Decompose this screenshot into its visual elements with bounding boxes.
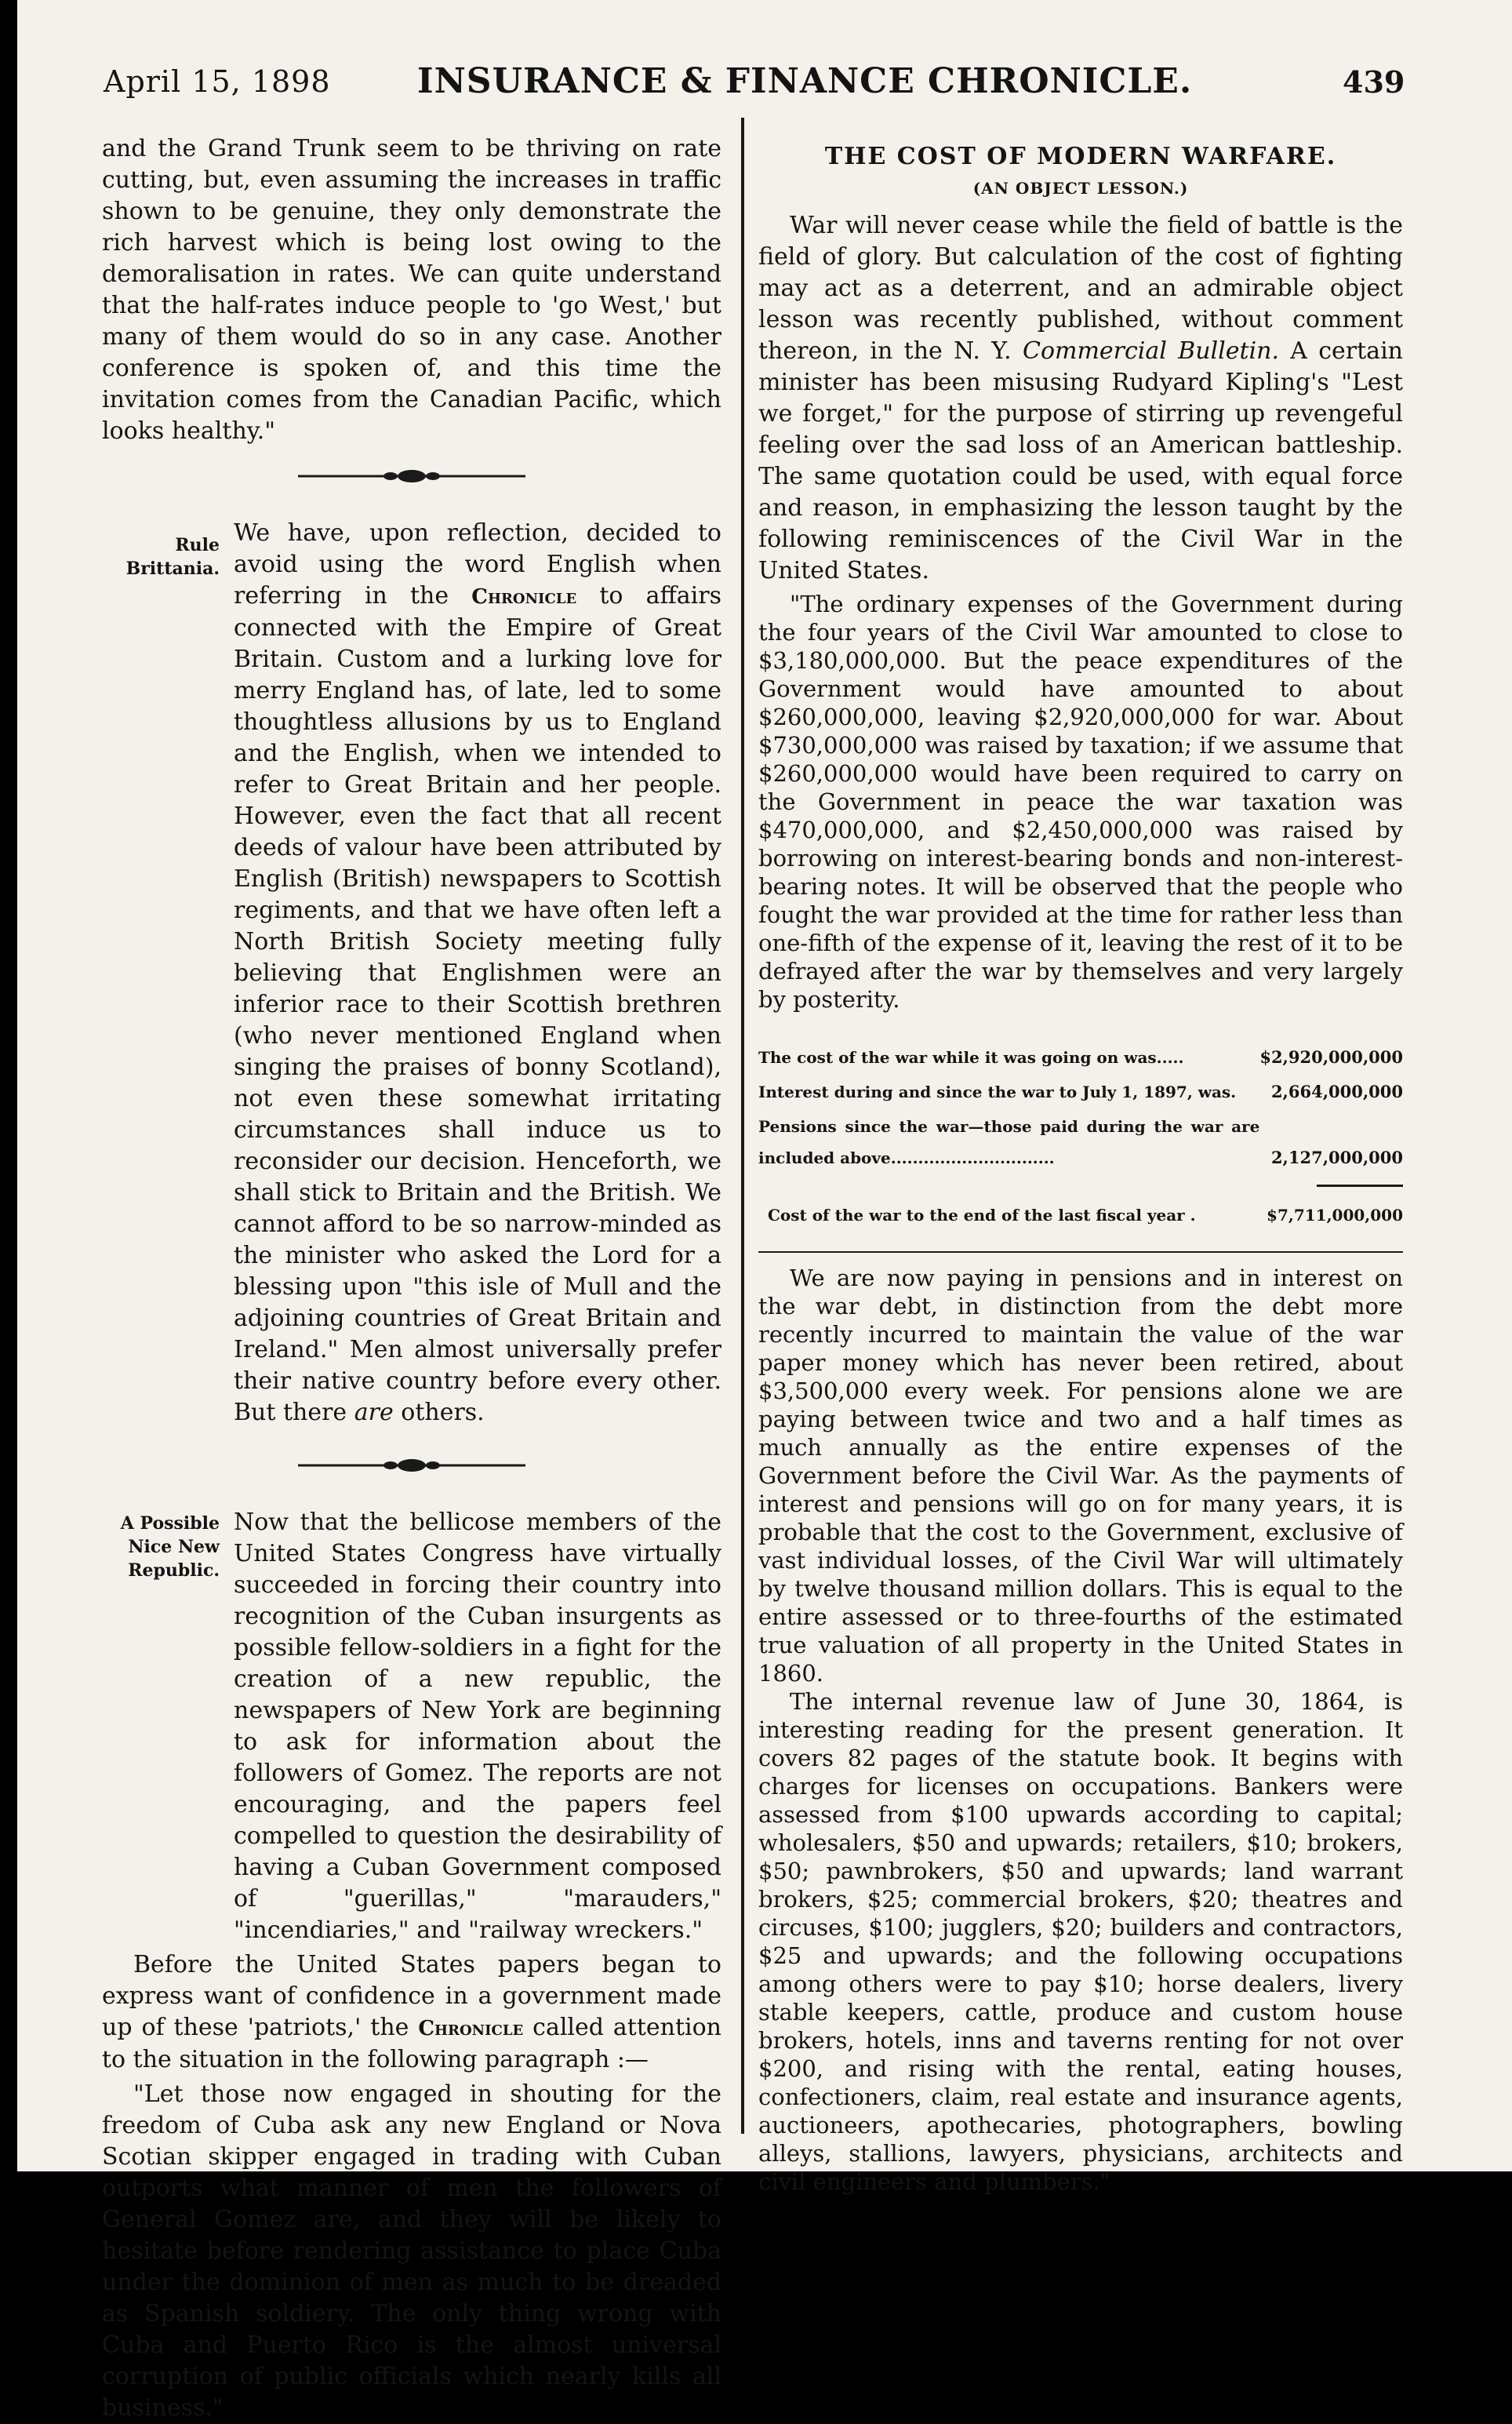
total-label: Cost of the war to the end of the last fiscal year . [768, 1206, 1196, 1225]
ornament-rule-icon [298, 1456, 525, 1475]
right-column [758, 133, 1403, 2196]
chronicle-name: Chronicle [418, 2017, 524, 2040]
intro-paragraph: and the Grand Trunk seem to be thriving on rate cutting, but, even assuming the increases in traffic shown to be genuine, they only demonstrate the rich harvest which is being lost owing to the demoralisation in rates. We can quite understand that the half-rates induce people to 'go West,' but many of them would do so in any case. Another conference is spoken of, and this time the invitation comes from the Canadian Pacific, which looks healthy." [102, 135, 721, 445]
left-column [102, 133, 721, 2424]
para1-after: A certain minister has been misusing Rudyard Kipling's "Lest we forget," for the purpose of stirring up revengeful feeling over the sad loss of an American battleship. The same quotation could be used, with equal force and reason, in emphasizing the lesson taught by the following reminiscences of the Civil War in the United States. [758, 337, 1403, 584]
rule-brittania-text-after: to affairs connected with the Empire of Great Britain. Custom and a lurking love for merry England has, of late, led to some thoughtless allusions by us to England and the English, when we intended to refer to Great Britain and her people. However, even the fact that all recent deeds of valour have been attributed by English (British) newspapers to Scottish regiments, and that we have often left a North British Society meeting fully believing that Englishmen were an inferior race to their Scottish brethren (who never mentioned England when singing the praises of bonny Scotland), not even these somewhat irritating circumstances shall induce us to reconsider our decision. Henceforth, we shall stick to Britain and the British. We cannot afford to be so narrow-minded as the minister who asked the Lord for a blessing upon "this isle of Mull and the adjoining countries of Great Britain and Ireland." Men almost universally prefer their native country before every other. But there [234, 582, 721, 1426]
possible-republic-para1: Now that the bellicose members of the United States Congress have virtually succeeded in forcing their country into recognition of the Cuban insurgents as possible fellow-soldiers in a fight for the creation of a new republic, the newspapers of New York are beginning to ask for information about the followers of Gomez. The reports are not encouraging, and the papers feel compelled to question the desirability of having a Cuban Government composed of "guerillas," "marauders," "incendiaries," and "railway wreckers." [234, 1509, 721, 1944]
cost-label: Pensions since the war—those paid during the war are included above.............................. [758, 1117, 1260, 1167]
table-row [758, 1109, 1403, 1175]
article-para3: We are now paying in pensions and in interest on the war debt, in distinction from the debt more recently incurred to maintain the value of the war paper money which has never been retired, about $3,500,000 every week. For pensions alone we are paying between twice and two and a half times as much annually as the entire expenses of the Government before the Civil War. As the payments of interest and pensions will go on for many years, it is probable that the cost to the Government, exclusive of vast individual losses, of the Civil War will ultimately by twelve thousand million dollars. This is equal to the entire assessed or to three-fourths of the estimated true valuation of all property in the United States in 1860. [758, 1265, 1403, 1687]
issue-date: April 15, 1898 [104, 64, 331, 99]
cost-table [758, 1040, 1403, 1175]
total-row [758, 1199, 1403, 1231]
para1-before: War will never cease while the field of battle is the field of glory. But calculation of the cost of fighting may act as a deterrent, and an admirable object lesson was recently published, without comment thereon, in the N. Y. [758, 212, 1403, 365]
article-para2: "The ordinary expenses of the Government during the four years of the Civil War amounted to close to $3,180,000,000. But the peace expenditures of the Government would have amounted to about $260,000,000, leaving $2,920,000,000 for war. About $730,000,000 was raised by taxation; if we assume that $260,000,000 would have been required to carry on the Government in peace the war taxation was $470,000,000, and $2,450,000,000 was raised by borrowing on interest-bearing bonds and non-interest-bearing notes. It will be observed that the people who fought the war provided at the time for rather less than one-fifth of the expense of it, leaving the rest of it to be defrayed after the war by themselves and very largely by posterity. [758, 591, 1403, 1013]
section-rule [758, 1251, 1403, 1253]
column-divider [741, 118, 744, 2134]
ornament-divider [102, 463, 721, 494]
cost-amount: $2,920,000,000 [1259, 1047, 1403, 1067]
article-para4: The internal revenue law of June 30, 1864, is interesting reading for the present generation. It covers 82 pages of the statute book. It begins with charges for licenses on occupations. Bankers were assessed from $100 upwards according to capital; wholesalers, $50 and upwards; retailers, $10; brokers, $50; pawnbrokers, $50 and upwards; land warrant brokers, $25; commercial brokers, $20; theatres and circuses, $100; jugglers, $20; builders and contractors, $25 and upwards; and the following occupations among others were to pay $10; horse dealers, livery stable keepers, cattle, produce and custom house brokers, hotels, inns and taverns renting for not over $200, and rising with the rental, eating houses, confectioners, claim, real estate and insurance agents, auctioneers, apothecaries, photographers, bowling alleys, stallions, lawyers, physicians, architects and civil engineers and plumbers." [758, 1688, 1403, 2195]
side-heading-possible-republic: A Possible Nice New Republic. [120, 1513, 220, 1581]
chronicle-name: Chronicle [471, 585, 577, 609]
possible-republic-para2 [102, 1949, 721, 2076]
possible-republic-para3: "Let those now engaged in shouting for the freedom of Cuba ask any new England or Nova Scotian skipper engaged in trading with Cuban outports what manner of men the followers of General Gomez are, and they will be likely to hesitate before rendering assistance to place Cuba under the dominion of men as much to be dreaded as Spanish soldiery. The only thing wrong with Cuba and Puerto Rico is the almost universal corruption of public officials which nearly kills all business." [102, 2080, 721, 2422]
rule-brittania-text-end: others. [393, 1399, 485, 1426]
para2-after: called attention to the situation in the following paragraph :— [102, 2014, 722, 2073]
cost-label: The cost of the war while it was going on was..... [758, 1048, 1184, 1067]
cost-amount: 2,127,000,000 [1270, 1148, 1403, 1167]
emphasis-are: are [354, 1399, 394, 1426]
para2-before: Before the United States papers began to express want of confidence in a government made up of these 'patriots,' the [102, 1951, 721, 2041]
page-number: 439 [1343, 64, 1405, 100]
article-para1 [758, 210, 1403, 587]
newspaper-page [17, 0, 1512, 2422]
sum-rule [1317, 1185, 1403, 1187]
rule-brittania-text [234, 518, 721, 1429]
page-header [17, 61, 1512, 111]
ornament-divider [102, 1452, 721, 1483]
rule-brittania-section [102, 518, 721, 1429]
ornament-rule-icon [298, 467, 525, 486]
table-row [758, 1040, 1403, 1075]
cost-amount: 2,664,000,000 [1270, 1082, 1403, 1101]
possible-republic-section [102, 1507, 721, 1946]
para1-emph: Commercial Bulletin. [1022, 337, 1279, 365]
total-amount: $7,711,000,000 [1267, 1206, 1403, 1225]
article-title: THE COST OF MODERN WARFARE. [824, 143, 1337, 170]
table-row [758, 1075, 1403, 1109]
cost-label: Interest during and since the war to July 1, 1897, was. [758, 1083, 1237, 1101]
article-subtitle: (AN OBJECT LESSON.) [972, 179, 1189, 198]
side-heading-rule-brittania: Rule Brittania. [125, 535, 220, 579]
publication-title: INSURANCE & FINANCE CHRONICLE. [417, 61, 1193, 101]
rule-brittania-text-before: We have, upon reflection, decided to avoid using the word English when referring in the [234, 519, 721, 610]
